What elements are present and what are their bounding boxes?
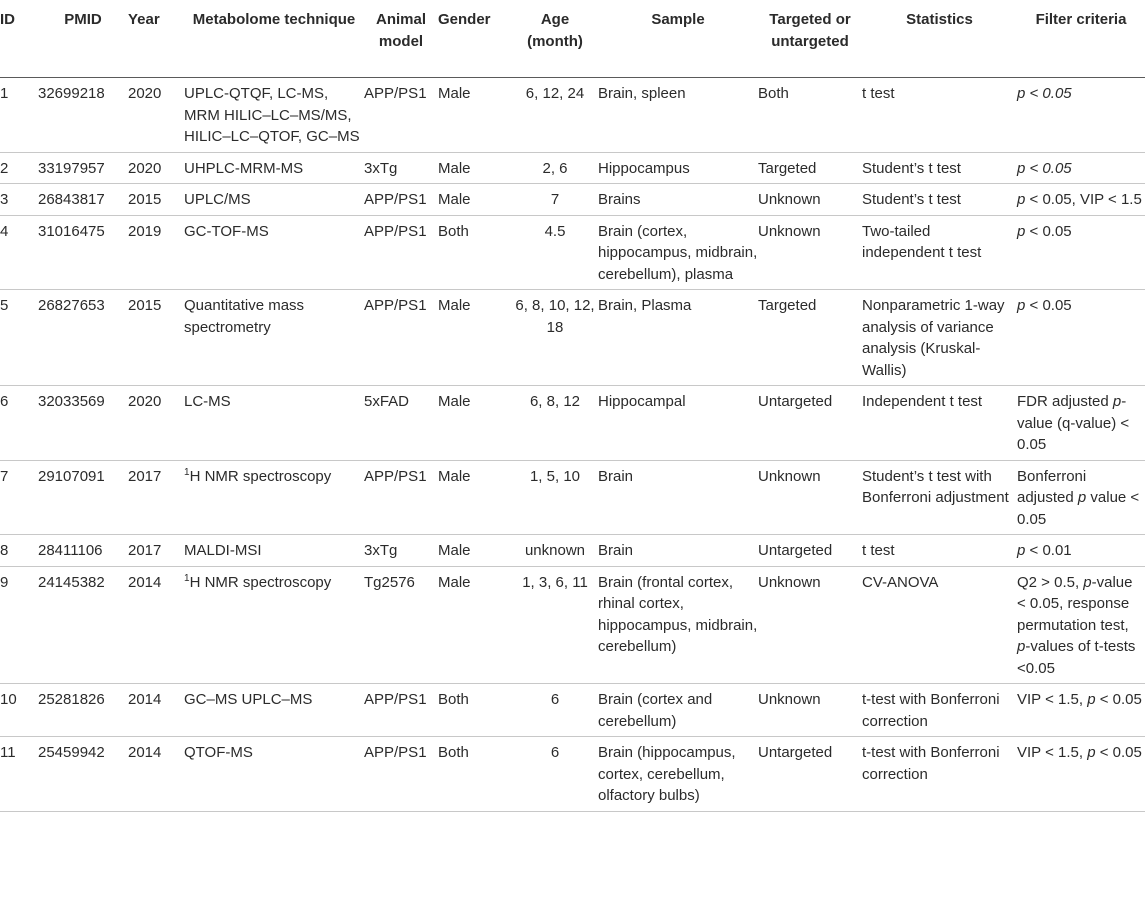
header-pmid: PMID bbox=[38, 0, 128, 78]
cell-model: APP/PS1 bbox=[364, 737, 438, 812]
technique-text: H NMR spectroscopy bbox=[189, 573, 332, 591]
cell-filter bbox=[1017, 535, 1145, 567]
cell-age: 2, 6 bbox=[512, 152, 598, 184]
cell-age: 4.5 bbox=[512, 215, 598, 290]
cell-targeted: Targeted bbox=[758, 152, 862, 184]
cell-gender: Both bbox=[438, 684, 512, 737]
cell-targeted: Unknown bbox=[758, 215, 862, 290]
filter-text: value < 0.05 bbox=[1017, 489, 1140, 528]
cell-age: 6, 8, 12 bbox=[512, 386, 598, 461]
cell-sample: Brain (frontal cortex, rhinal cortex, hippocampus, midbrain, cerebellum) bbox=[598, 566, 758, 684]
cell-filter bbox=[1017, 386, 1145, 461]
cell-age: 1, 3, 6, 11 bbox=[512, 566, 598, 684]
filter-text: < 0.05, VIP < 1.5 bbox=[1025, 191, 1142, 208]
cell-model: 3xTg bbox=[364, 152, 438, 184]
cell-year: 2014 bbox=[128, 737, 184, 812]
header-age: Age (month) bbox=[512, 0, 598, 78]
cell-technique: UHPLC-MRM-MS bbox=[184, 152, 364, 184]
cell-pmid: 28411106 bbox=[38, 535, 128, 567]
filter-italic-text: p bbox=[1017, 222, 1026, 240]
filter-text: -values of t-tests <0.05 bbox=[1017, 638, 1136, 677]
filter-text: < 0.05 bbox=[1095, 744, 1142, 761]
cell-id: 7 bbox=[0, 460, 38, 535]
cell-age: unknown bbox=[512, 535, 598, 567]
filter-italic-text: p < 0.05 bbox=[1017, 159, 1072, 177]
technique-text: H NMR spectroscopy bbox=[189, 467, 332, 485]
header-id: ID bbox=[0, 0, 38, 78]
cell-year: 2015 bbox=[128, 184, 184, 216]
header-gender: Gender bbox=[438, 0, 512, 78]
cell-pmid: 24145382 bbox=[38, 566, 128, 684]
filter-text: < 0.05 bbox=[1025, 297, 1072, 314]
cell-filter bbox=[1017, 460, 1145, 535]
filter-italic-text: p bbox=[1077, 489, 1087, 506]
cell-id: 6 bbox=[0, 386, 38, 461]
cell-id: 8 bbox=[0, 535, 38, 567]
cell-sample: Brain, spleen bbox=[598, 78, 758, 153]
cell-gender: Male bbox=[438, 460, 512, 535]
cell-model: 5xFAD bbox=[364, 386, 438, 461]
cell-year: 2020 bbox=[128, 78, 184, 153]
header-animal-model: Animal model bbox=[364, 0, 438, 78]
filter-italic-text: p bbox=[1083, 573, 1092, 591]
cell-gender: Male bbox=[438, 535, 512, 567]
cell-targeted: Untargeted bbox=[758, 737, 862, 812]
cell-statistics: t test bbox=[862, 535, 1017, 567]
cell-pmid: 29107091 bbox=[38, 460, 128, 535]
table-row bbox=[0, 460, 1145, 535]
table-row bbox=[0, 684, 1145, 737]
cell-year: 2014 bbox=[128, 684, 184, 737]
cell-targeted: Untargeted bbox=[758, 535, 862, 567]
cell-sample: Hippocampal bbox=[598, 386, 758, 461]
cell-technique: GC–MS UPLC–MS bbox=[184, 684, 364, 737]
filter-text: Q2 > 0.5, bbox=[1017, 573, 1084, 591]
cell-statistics: t-test with Bonferroni correction bbox=[862, 737, 1017, 812]
filter-text: VIP < 1.5, bbox=[1017, 744, 1088, 761]
filter-italic-text: p bbox=[1087, 691, 1096, 708]
cell-targeted: Unknown bbox=[758, 184, 862, 216]
cell-year: 2014 bbox=[128, 566, 184, 684]
cell-age: 6, 8, 10, 12, 18 bbox=[512, 290, 598, 386]
cell-statistics: Student’s t test bbox=[862, 184, 1017, 216]
cell-filter bbox=[1017, 184, 1145, 216]
cell-model: APP/PS1 bbox=[364, 184, 438, 216]
superscript: 1 bbox=[184, 572, 190, 584]
cell-pmid: 31016475 bbox=[38, 215, 128, 290]
cell-pmid: 25459942 bbox=[38, 737, 128, 812]
cell-year: 2017 bbox=[128, 535, 184, 567]
cell-sample: Brain (cortex, hippocampus, midbrain, cerebellum), plasma bbox=[598, 215, 758, 290]
cell-id: 2 bbox=[0, 152, 38, 184]
header-filter-criteria: Filter criteria bbox=[1017, 0, 1145, 78]
header-row bbox=[0, 0, 1145, 78]
cell-technique: UPLC-QTQF, LC-MS, MRM HILIC–LC–MS/MS, HILIC–LC–QTOF, GC–MS bbox=[184, 78, 364, 153]
filter-italic-text: p bbox=[1087, 744, 1096, 761]
cell-technique: Quantitative mass spectrometry bbox=[184, 290, 364, 386]
cell-sample: Brains bbox=[598, 184, 758, 216]
filter-italic-text: p bbox=[1017, 542, 1026, 559]
cell-pmid: 32033569 bbox=[38, 386, 128, 461]
cell-pmid: 33197957 bbox=[38, 152, 128, 184]
cell-targeted: Targeted bbox=[758, 290, 862, 386]
cell-model: APP/PS1 bbox=[364, 290, 438, 386]
cell-age: 6, 12, 24 bbox=[512, 78, 598, 153]
cell-year: 2017 bbox=[128, 460, 184, 535]
cell-filter bbox=[1017, 737, 1145, 812]
table-body bbox=[0, 78, 1145, 812]
header-statistics: Statistics bbox=[862, 0, 1017, 78]
cell-year: 2015 bbox=[128, 290, 184, 386]
cell-model: Tg2576 bbox=[364, 566, 438, 684]
cell-sample: Brain bbox=[598, 460, 758, 535]
cell-model: 3xTg bbox=[364, 535, 438, 567]
filter-italic-text: p bbox=[1017, 297, 1026, 314]
cell-gender: Male bbox=[438, 566, 512, 684]
cell-year: 2020 bbox=[128, 386, 184, 461]
cell-statistics: Independent t test bbox=[862, 386, 1017, 461]
filter-text: Bonferroni adjusted bbox=[1017, 467, 1087, 506]
superscript: 1 bbox=[184, 466, 190, 478]
filter-italic-text: p bbox=[1112, 393, 1122, 410]
table-row bbox=[0, 386, 1145, 461]
cell-model: APP/PS1 bbox=[364, 78, 438, 153]
filter-italic-text: p bbox=[1017, 638, 1026, 655]
cell-technique: GC-TOF-MS bbox=[184, 215, 364, 290]
cell-gender: Both bbox=[438, 737, 512, 812]
cell-id: 3 bbox=[0, 184, 38, 216]
header-year: Year bbox=[128, 0, 184, 78]
cell-filter bbox=[1017, 78, 1145, 153]
cell-technique: LC-MS bbox=[184, 386, 364, 461]
table-row bbox=[0, 78, 1145, 153]
header-targeted: Targeted or untargeted bbox=[758, 0, 862, 78]
cell-id: 4 bbox=[0, 215, 38, 290]
cell-pmid: 26843817 bbox=[38, 184, 128, 216]
cell-filter bbox=[1017, 566, 1145, 684]
cell-year: 2019 bbox=[128, 215, 184, 290]
cell-model: APP/PS1 bbox=[364, 460, 438, 535]
cell-statistics: CV-ANOVA bbox=[862, 566, 1017, 684]
cell-pmid: 32699218 bbox=[38, 78, 128, 153]
cell-statistics: Nonparametric 1-way analysis of variance analysis (Kruskal-Wallis) bbox=[862, 290, 1017, 386]
header-technique: Metabolome technique bbox=[184, 0, 364, 78]
cell-technique bbox=[184, 566, 364, 684]
table-row bbox=[0, 184, 1145, 216]
cell-sample: Hippocampus bbox=[598, 152, 758, 184]
cell-model: APP/PS1 bbox=[364, 684, 438, 737]
cell-statistics: t test bbox=[862, 78, 1017, 153]
table-row bbox=[0, 566, 1145, 684]
cell-sample: Brain (cortex and cerebellum) bbox=[598, 684, 758, 737]
cell-technique bbox=[184, 460, 364, 535]
cell-statistics: Student’s t test bbox=[862, 152, 1017, 184]
cell-gender: Male bbox=[438, 152, 512, 184]
table-row bbox=[0, 215, 1145, 290]
cell-id: 1 bbox=[0, 78, 38, 153]
cell-age: 6 bbox=[512, 684, 598, 737]
cell-age: 1, 5, 10 bbox=[512, 460, 598, 535]
filter-text: < 0.05 bbox=[1025, 222, 1072, 240]
cell-targeted: Unknown bbox=[758, 566, 862, 684]
cell-targeted: Unknown bbox=[758, 684, 862, 737]
cell-model: APP/PS1 bbox=[364, 215, 438, 290]
cell-filter bbox=[1017, 290, 1145, 386]
cell-technique: UPLC/MS bbox=[184, 184, 364, 216]
cell-statistics: Student’s t test with Bonferroni adjustment bbox=[862, 460, 1017, 535]
cell-gender: Male bbox=[438, 78, 512, 153]
cell-sample: Brain, Plasma bbox=[598, 290, 758, 386]
table-row bbox=[0, 290, 1145, 386]
cell-sample: Brain (hippocampus, cortex, cerebellum, olfactory bulbs) bbox=[598, 737, 758, 812]
cell-statistics: Two-tailed independent t test bbox=[862, 215, 1017, 290]
cell-id: 9 bbox=[0, 566, 38, 684]
filter-text: < 0.05 bbox=[1095, 691, 1142, 708]
header-sample: Sample bbox=[598, 0, 758, 78]
table-row bbox=[0, 535, 1145, 567]
cell-id: 11 bbox=[0, 737, 38, 812]
cell-age: 6 bbox=[512, 737, 598, 812]
cell-targeted: Unknown bbox=[758, 460, 862, 535]
cell-age: 7 bbox=[512, 184, 598, 216]
cell-gender: Male bbox=[438, 386, 512, 461]
cell-year: 2020 bbox=[128, 152, 184, 184]
cell-filter bbox=[1017, 152, 1145, 184]
cell-targeted: Untargeted bbox=[758, 386, 862, 461]
filter-italic-text: p bbox=[1017, 191, 1026, 208]
filter-text: FDR adjusted bbox=[1017, 393, 1113, 410]
filter-text: -value (q-value) < 0.05 bbox=[1017, 393, 1130, 453]
filter-text: -value < 0.05, response permutation test, bbox=[1017, 573, 1133, 634]
cell-gender: Male bbox=[438, 290, 512, 386]
cell-technique: MALDI-MSI bbox=[184, 535, 364, 567]
cell-statistics: t-test with Bonferroni correction bbox=[862, 684, 1017, 737]
cell-pmid: 25281826 bbox=[38, 684, 128, 737]
filter-italic-text: p < 0.05 bbox=[1017, 85, 1072, 102]
cell-targeted: Both bbox=[758, 78, 862, 153]
cell-pmid: 26827653 bbox=[38, 290, 128, 386]
cell-filter bbox=[1017, 215, 1145, 290]
table-row bbox=[0, 152, 1145, 184]
filter-text: VIP < 1.5, bbox=[1017, 691, 1088, 708]
cell-id: 10 bbox=[0, 684, 38, 737]
cell-technique: QTOF-MS bbox=[184, 737, 364, 812]
cell-sample: Brain bbox=[598, 535, 758, 567]
filter-text: < 0.01 bbox=[1025, 542, 1072, 559]
table-row bbox=[0, 737, 1145, 812]
cell-gender: Both bbox=[438, 215, 512, 290]
cell-gender: Male bbox=[438, 184, 512, 216]
cell-filter bbox=[1017, 684, 1145, 737]
cell-id: 5 bbox=[0, 290, 38, 386]
